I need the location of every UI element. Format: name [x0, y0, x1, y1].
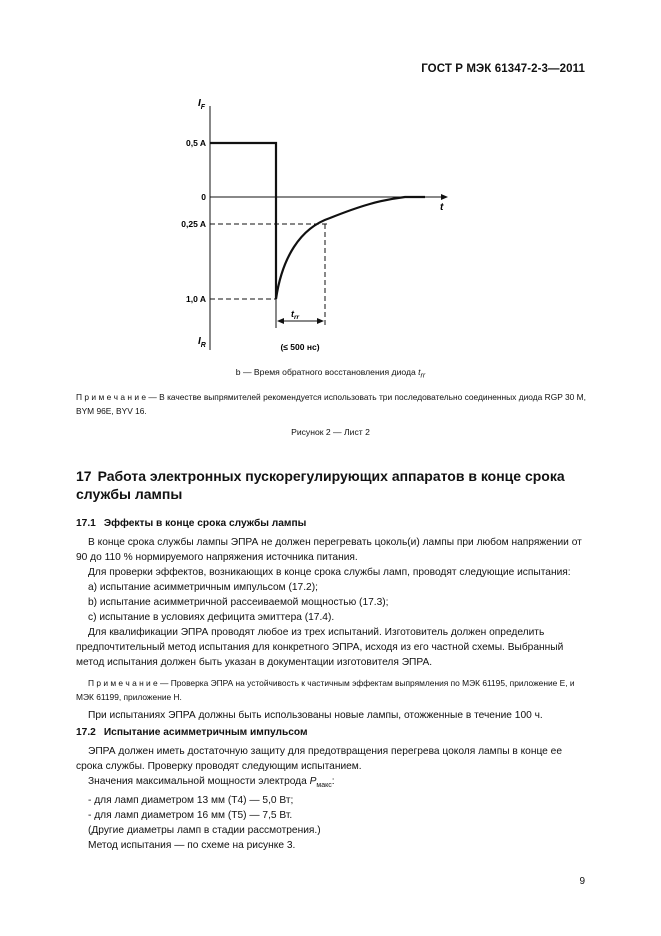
paragraph-text: : [331, 776, 335, 787]
list-item: - для ламп диаметром 13 мм (Т4) — 5,0 Вт; [88, 795, 294, 807]
power-var: P [309, 776, 317, 787]
paragraph: ЭПРА должен иметь достаточную защиту для предотвращения перегрева цоколя лампы в конце ее срока службы. Проверку проводят следующим испытанием. [76, 746, 563, 772]
list-item: c) испытание в условиях дефицита эмиттера (17.4). [88, 612, 335, 623]
waveform-trace [210, 143, 425, 299]
list-item: - для ламп диаметром 16 мм (Т5) — 7,5 Вт. [88, 810, 293, 822]
y-axis-top-label: $I_F$ [198, 98, 206, 111]
section-17-2-body [76, 744, 586, 853]
paragraph-new-lamps [76, 708, 586, 723]
note-label: П р и м е ч а н и е [76, 392, 147, 402]
section-heading-17 [76, 467, 586, 503]
trr-limit-label: (≤ 500 нс) [280, 342, 320, 352]
waveform-figure [170, 88, 470, 360]
paragraph-text: Значения максимальной мощности электрода [88, 776, 310, 787]
y-axis-bottom-label: $I_R$ [198, 336, 206, 349]
paragraph: Для квалификации ЭПРА проводят любое из трех испытаний. Изготовитель должен определить предпочтительный метод испытания для конкретного ЭПРА, исходя из его частной схемы. Выбранный метод испытания должен быть указан в документации изготовителя ЭПРА. [76, 627, 564, 668]
paragraph: При испытаниях ЭПРА должны быть использованы новые лампы, отожженные в течение 100 ч. [88, 710, 543, 721]
paragraph-electrode-power [76, 774, 586, 793]
trr-label: $t_{rr}$ [291, 309, 300, 321]
power-sub: макс [316, 782, 332, 790]
subsection-heading-17-1 [76, 518, 586, 529]
figure-caption [0, 367, 661, 380]
note-label: П р и м е ч а н и е [88, 678, 158, 688]
paragraph: (Другие диаметры ламп в стадии рассмотрения.) [88, 825, 321, 837]
tick-label-025a: 0,25 A [181, 219, 206, 229]
subsection-heading-17-2 [76, 727, 586, 738]
section-title: Работа электронных пускорегулирующих аппаратов в конце срока службы лампы [76, 468, 565, 502]
figure-caption-sub: rr [420, 372, 426, 380]
note-17-1 [76, 676, 586, 704]
tick-label-05a: 0,5 A [185, 138, 206, 148]
subsection-title: Эффекты в конце срока службы лампы [103, 518, 307, 529]
subsection-number: 17.1 [76, 518, 96, 529]
paragraph: Для проверки эффектов, возникающих в конце срока службы ламп, проводят следующие испытания: [88, 567, 571, 578]
tick-label-0: 0 [201, 192, 206, 202]
paragraph: В конце срока службы лампы ЭПРА не должен перегревать цоколь(и) лампы при любом напряжении от 90 до 110 % нормируемого напряжения источника питания. [76, 537, 582, 563]
page-number: 9 [579, 876, 585, 887]
figure-label: Рисунок 2 — Лист 2 [291, 427, 370, 437]
document-header: ГОСТ Р МЭК 61347-2-3—2011 [421, 63, 585, 75]
subsection-number: 17.2 [76, 727, 96, 738]
paragraph: Метод испытания — по схеме на рисунке 3. [88, 840, 296, 852]
section-number: 17 [76, 468, 92, 484]
subsection-title: Испытание асимметричным импульсом [103, 727, 308, 738]
note-text: — Проверка ЭПРА на устойчивость к частичным эффектам выпрямления по МЭК 61195, приложение Е, и МЭК 61199, приложение Н. [76, 678, 575, 702]
tick-label-10a: 1,0 A [185, 294, 206, 304]
note-text: — В качестве выпрямителей рекомендуется использовать три последовательно соединенных диода RGP 30 M, BYM 96E, BYV 16. [76, 392, 586, 416]
figure-caption-text: b — Время обратного восстановления диода [235, 367, 419, 377]
x-axis-label: t [440, 202, 444, 213]
list-item: a) испытание асимметричным импульсом (17.2); [88, 582, 318, 593]
list-item: b) испытание асимметричной рассеиваемой мощностью (17.3); [88, 597, 389, 608]
section-17-1-body [76, 535, 586, 670]
figure-note [76, 390, 586, 418]
figure-caption-var: t [418, 367, 421, 377]
